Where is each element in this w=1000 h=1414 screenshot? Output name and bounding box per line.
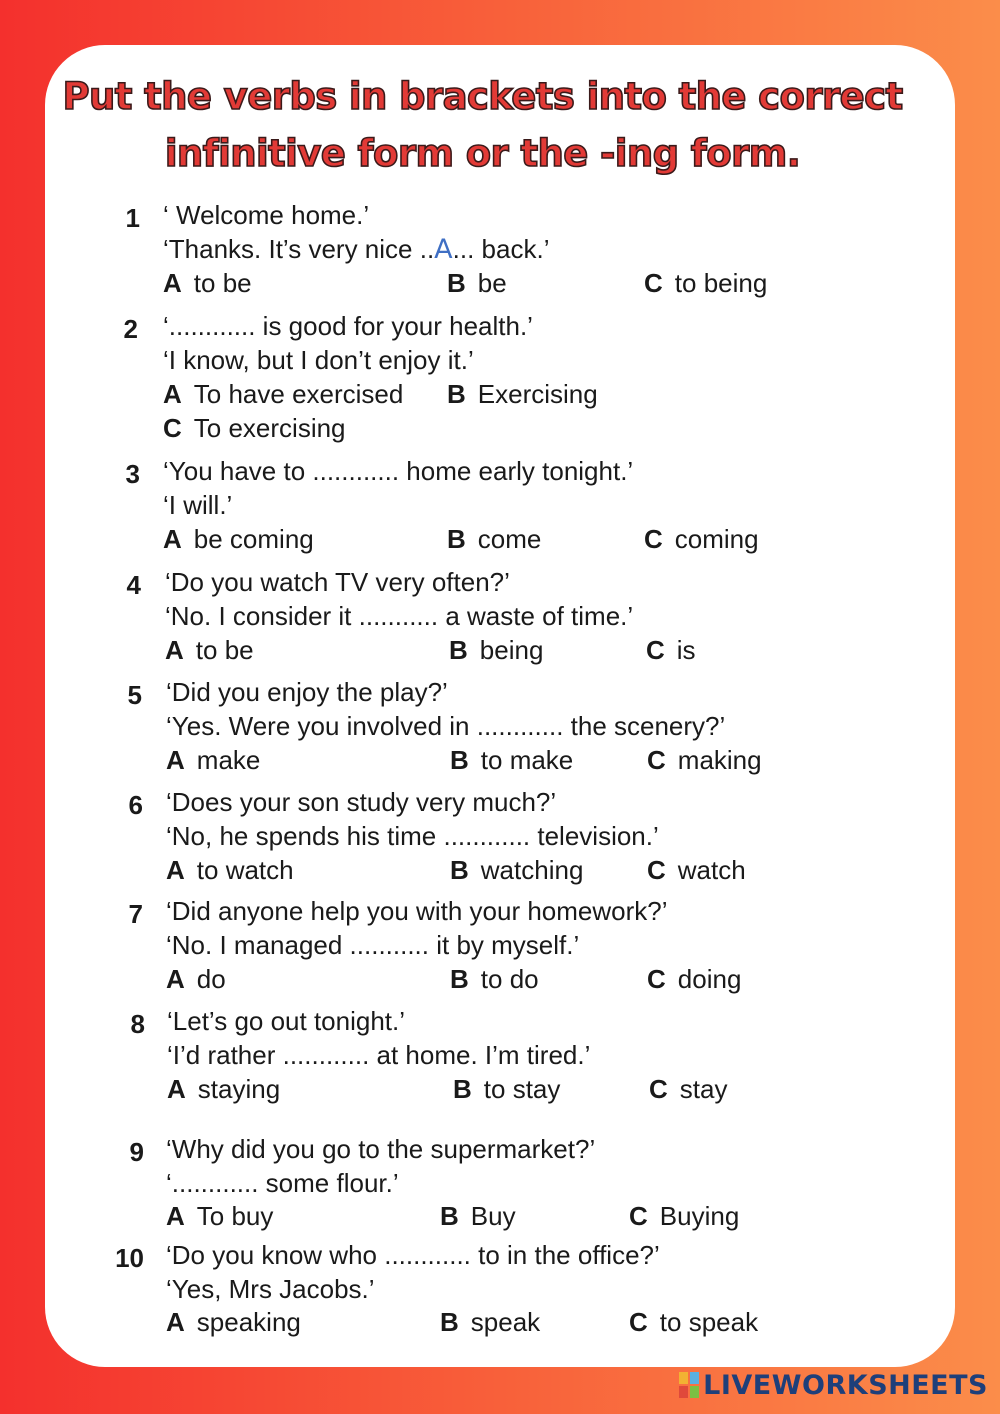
worksheet-title xyxy=(0,68,965,182)
option-letter: B xyxy=(453,1074,472,1104)
question-reply xyxy=(163,234,549,265)
option-text: coming xyxy=(674,524,759,554)
option-text: staying xyxy=(197,1074,281,1104)
question-number: 1 xyxy=(125,203,140,233)
option-letter: B xyxy=(447,268,466,298)
option-text: being xyxy=(479,635,544,665)
question-reply: ‘I will.’ xyxy=(163,490,233,520)
question-number: 10 xyxy=(115,1243,144,1273)
question-prompt: ‘Did you enjoy the play?’ xyxy=(166,677,448,707)
option-letter: C xyxy=(647,964,666,994)
option-letter: B xyxy=(450,855,469,885)
option-a[interactable] xyxy=(163,268,252,298)
option-text: To exercising xyxy=(193,413,346,443)
option-text: To buy xyxy=(196,1201,274,1231)
question-number: 9 xyxy=(129,1137,144,1167)
option-text: watch xyxy=(677,855,746,885)
option-letter: B xyxy=(447,379,466,409)
question-prompt: ‘............ is good for your health.’ xyxy=(163,311,533,341)
option-text: to watch xyxy=(196,855,294,885)
option-letter: A xyxy=(166,745,185,775)
option-c[interactable] xyxy=(647,855,746,885)
question-number: 7 xyxy=(128,899,143,929)
option-letter: A xyxy=(167,1074,186,1104)
option-text: be coming xyxy=(193,524,314,554)
option-text: to stay xyxy=(483,1074,561,1104)
option-a[interactable] xyxy=(166,1201,273,1231)
option-letter: A xyxy=(165,635,184,665)
option-c[interactable] xyxy=(647,964,741,994)
question-prompt: ‘You have to ............ home early tonight.’ xyxy=(163,456,634,486)
question-prompt: ‘Does your son study very much?’ xyxy=(166,787,557,817)
option-a[interactable] xyxy=(166,1307,301,1337)
option-text: speaking xyxy=(196,1307,301,1337)
option-letter: C xyxy=(629,1307,648,1337)
option-text: speak xyxy=(470,1307,541,1337)
option-letter: A xyxy=(163,524,182,554)
option-letter: A xyxy=(163,379,182,409)
option-letter: B xyxy=(449,635,468,665)
question-number: 6 xyxy=(128,790,143,820)
option-b[interactable] xyxy=(447,379,598,409)
option-letter: A xyxy=(166,964,185,994)
option-text: watching xyxy=(480,855,584,885)
option-a[interactable] xyxy=(166,855,294,885)
option-text: to make xyxy=(480,745,574,775)
logo-square xyxy=(679,1372,688,1384)
question-prompt: ‘Do you know who ............ to in the office?’ xyxy=(166,1240,660,1270)
option-text: Buy xyxy=(470,1201,516,1231)
question-prompt: ‘Why did you go to the supermarket?’ xyxy=(166,1134,596,1164)
question-number: 5 xyxy=(127,680,142,710)
option-text: stay xyxy=(679,1074,728,1104)
option-a[interactable] xyxy=(166,745,260,775)
question-reply: ‘I’d rather ............ at home. I’m tired.’ xyxy=(167,1040,591,1070)
option-letter: C xyxy=(649,1074,668,1104)
logo-square xyxy=(690,1386,699,1398)
option-c[interactable] xyxy=(644,524,759,554)
liveworksheets-logo-icon xyxy=(679,1372,699,1398)
title-line-1: Put the verbs in brackets into the correct xyxy=(62,75,903,118)
option-text: making xyxy=(677,745,762,775)
question-prompt: ‘Let’s go out tonight.’ xyxy=(167,1006,406,1036)
option-b[interactable] xyxy=(450,964,539,994)
option-letter: B xyxy=(440,1307,459,1337)
option-text: to speak xyxy=(659,1307,759,1337)
option-a[interactable] xyxy=(163,524,314,554)
question-reply: ‘No. I consider it ........... a waste of time.’ xyxy=(165,601,634,631)
question-number: 2 xyxy=(123,314,138,344)
reply-before-blank: ‘Thanks. It’s very nice .. xyxy=(163,234,435,264)
option-letter: B xyxy=(450,964,469,994)
option-c[interactable] xyxy=(649,1074,727,1104)
question-prompt: ‘Did anyone help you with your homework?’ xyxy=(166,896,668,926)
option-b[interactable] xyxy=(440,1201,516,1231)
option-b[interactable] xyxy=(447,524,541,554)
option-letter: C xyxy=(647,745,666,775)
option-c[interactable] xyxy=(163,413,346,443)
option-letter: B xyxy=(447,524,466,554)
option-letter: C xyxy=(644,268,663,298)
option-letter: C xyxy=(644,524,663,554)
option-b[interactable] xyxy=(450,745,573,775)
option-c[interactable] xyxy=(644,268,767,298)
option-text: To have exercised xyxy=(193,379,404,409)
question-reply: ‘No. I managed ........... it by myself.’ xyxy=(166,930,580,960)
option-c[interactable] xyxy=(646,635,696,665)
option-letter: C xyxy=(647,855,666,885)
option-letter: A xyxy=(163,268,182,298)
option-c[interactable] xyxy=(629,1201,739,1231)
option-a[interactable] xyxy=(165,635,254,665)
option-text: is xyxy=(676,635,696,665)
option-letter: C xyxy=(646,635,665,665)
option-text: to be xyxy=(193,268,252,298)
option-c[interactable] xyxy=(629,1307,758,1337)
question-number: 4 xyxy=(126,570,141,600)
option-c[interactable] xyxy=(647,745,762,775)
question-prompt: ‘ Welcome home.’ xyxy=(163,200,370,230)
option-letter: C xyxy=(629,1201,648,1231)
option-b[interactable] xyxy=(440,1307,540,1337)
option-text: be xyxy=(477,268,507,298)
option-text: Exercising xyxy=(477,379,598,409)
option-letter: A xyxy=(166,1201,185,1231)
option-text: to be xyxy=(195,635,254,665)
question-number: 8 xyxy=(130,1009,145,1039)
option-b[interactable] xyxy=(449,635,543,665)
option-text: doing xyxy=(677,964,742,994)
option-b[interactable] xyxy=(447,268,507,298)
question-reply: ‘Yes, Mrs Jacobs.’ xyxy=(166,1274,375,1304)
option-letter: C xyxy=(163,413,182,443)
option-a[interactable] xyxy=(166,964,226,994)
option-b[interactable] xyxy=(450,855,583,885)
option-text: to do xyxy=(480,964,539,994)
question-number: 3 xyxy=(125,459,140,489)
option-text: come xyxy=(477,524,542,554)
option-text: to being xyxy=(674,268,768,298)
question-reply: ‘No, he spends his time ............ television.’ xyxy=(166,821,659,851)
question-reply: ‘Yes. Were you involved in ............ the scenery?’ xyxy=(166,711,726,741)
option-letter: B xyxy=(440,1201,459,1231)
option-text: do xyxy=(196,964,226,994)
logo-square xyxy=(679,1386,688,1398)
question-reply: ‘I know, but I don’t enjoy it.’ xyxy=(163,345,474,375)
option-letter: A xyxy=(166,1307,185,1337)
option-text: Buying xyxy=(659,1201,740,1231)
option-letter: A xyxy=(166,855,185,885)
title-line-2: infinitive form or the -ing form. xyxy=(164,132,801,175)
question-prompt: ‘Do you watch TV very often?’ xyxy=(165,567,510,597)
logo-square xyxy=(690,1372,699,1384)
option-letter: B xyxy=(450,745,469,775)
option-a[interactable] xyxy=(163,379,403,409)
liveworksheets-brand: LIVEWORKSHEETS xyxy=(703,1369,988,1401)
question-reply: ‘............ some flour.’ xyxy=(166,1168,399,1198)
option-b[interactable] xyxy=(453,1074,560,1104)
option-a[interactable] xyxy=(167,1074,280,1104)
liveworksheets-logo[interactable] xyxy=(679,1366,988,1404)
option-text: make xyxy=(196,745,261,775)
reply-after-blank: ... back.’ xyxy=(452,234,550,264)
answer-blank[interactable]: A xyxy=(434,234,453,265)
